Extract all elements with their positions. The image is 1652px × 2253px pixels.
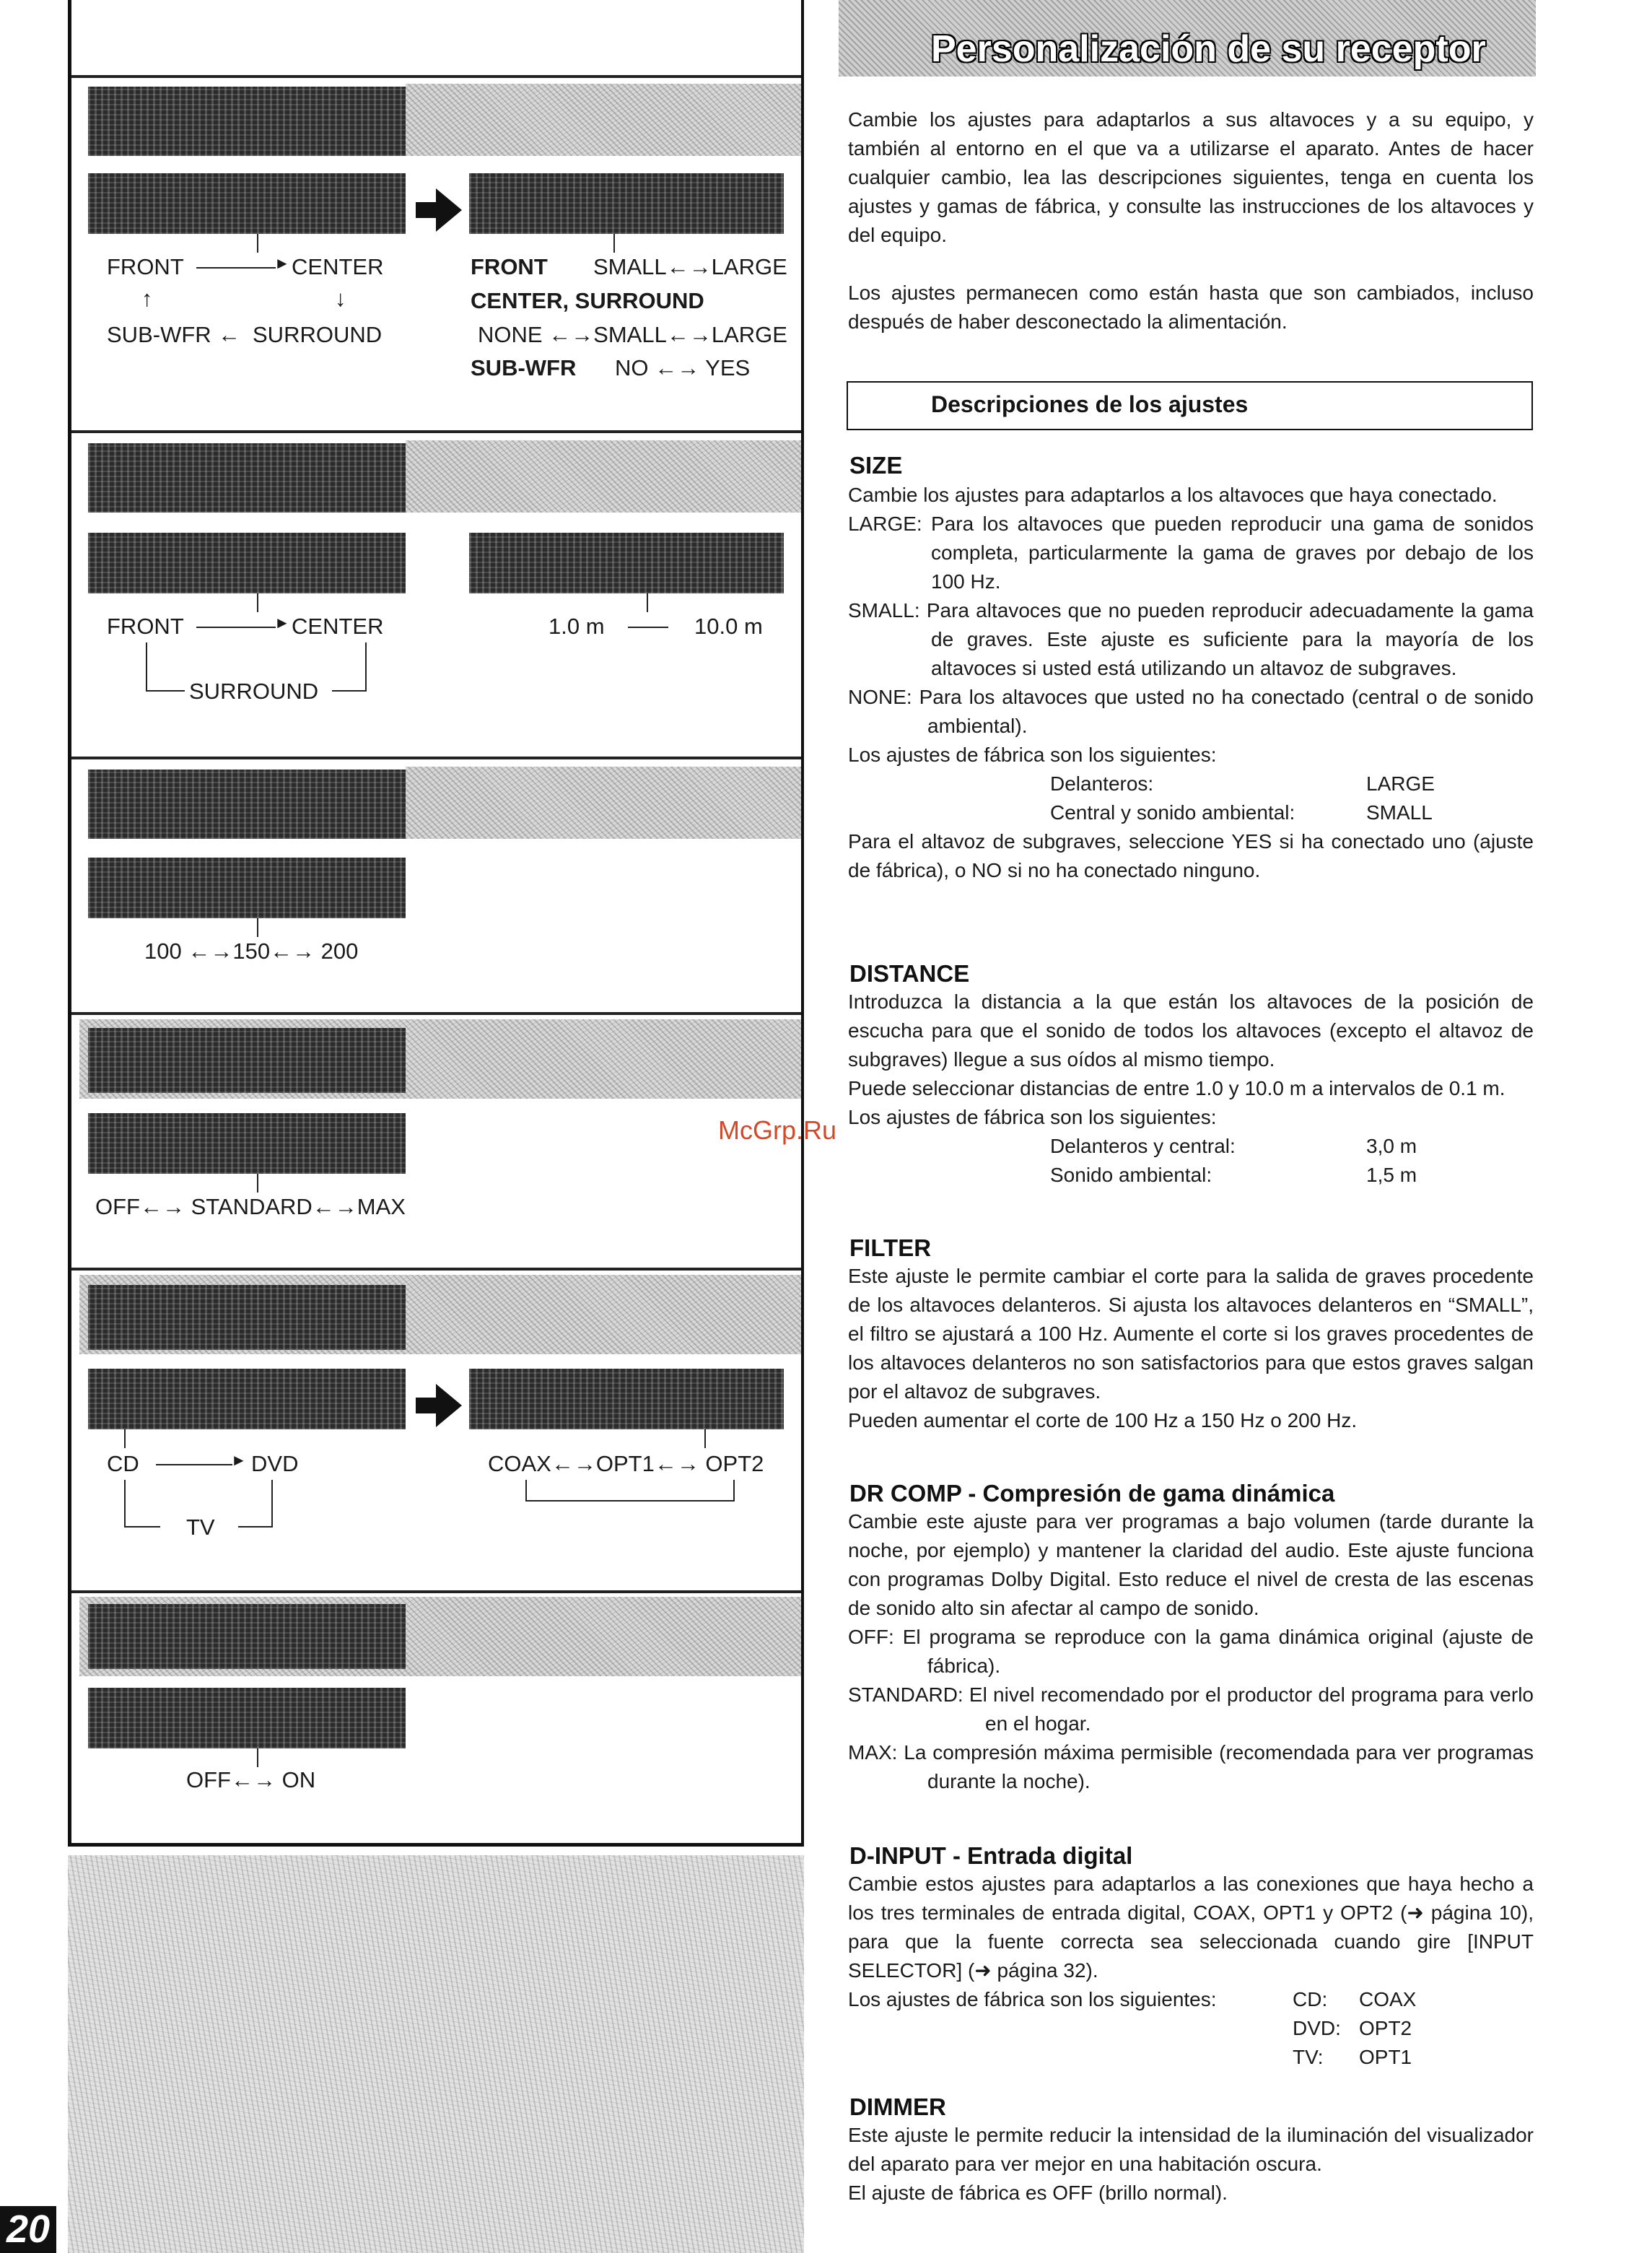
scanned-photo-area — [68, 1855, 804, 2253]
distance-min-label: 1.0 m — [549, 614, 605, 639]
size-none-desc: NONE: Para los altavoces que usted no ha conectado (central o de sonido ambiental). — [848, 686, 1534, 737]
watermark-text: McGrp.Ru — [718, 1115, 837, 1145]
dimmer-paragraph: Este ajuste le permite reducir la intensidad de la iluminación del visualizador del aparato para ver mejor en una habitación oscura. — [848, 2124, 1534, 2175]
filter-paragraph: Pueden aumentar el corte de 100 Hz a 150 Hz o 200 Hz. — [848, 1409, 1358, 1431]
factory-value: OPT1 — [1359, 2046, 1412, 2068]
section-divider — [71, 1268, 801, 1271]
connector-line — [257, 918, 258, 937]
connector-line — [124, 1480, 126, 1528]
arrow-right-icon: ► — [231, 1451, 247, 1469]
connector-line — [124, 1526, 160, 1528]
lcd-display-dinput — [88, 1285, 406, 1350]
size-factory-intro: Los ajustes de fábrica son los siguientes: — [848, 744, 1217, 766]
distance-center-label: CENTER — [292, 614, 384, 639]
dinput-values: COAX←→OPT1←→ OPT2 — [488, 1451, 764, 1476]
range-dash — [628, 627, 668, 628]
factory-label: Delanteros y central: — [1050, 1135, 1236, 1157]
drcomp-off-desc: OFF: El programa se reproduce con la gama dinámica original (ajuste de fábrica). — [848, 1626, 1534, 1677]
dinput-cd-label: CD — [107, 1451, 139, 1476]
size-row4-values: NO ←→ YES — [615, 355, 751, 380]
filter-section — [848, 1262, 1534, 1435]
size-section — [848, 481, 1534, 885]
factory-label: CD: — [1293, 1988, 1328, 2010]
size-row1-label: FRONT — [471, 254, 548, 279]
lcd-display-drcomp — [88, 1028, 406, 1093]
lcd-display-dinput-value — [469, 1369, 784, 1429]
connector-line — [271, 1480, 273, 1528]
factory-row — [848, 798, 1534, 827]
connector-line — [257, 1748, 258, 1767]
connector-line — [525, 1500, 735, 1502]
connector-line — [146, 690, 185, 692]
distance-surround-label: SURROUND — [189, 679, 319, 704]
factory-value: SMALL — [1366, 801, 1433, 824]
size-center-label: CENTER — [292, 254, 384, 279]
drcomp-heading: DR COMP - Compresión de gama dinámica — [849, 1480, 1335, 1507]
factory-row — [848, 2014, 1534, 2043]
scan-noise — [406, 84, 801, 156]
lcd-display-dimmer-value — [88, 1688, 406, 1748]
factory-intro: Los ajustes de fábrica son los siguientes: — [848, 1988, 1217, 2010]
distance-paragraph: Puede seleccionar distancias de entre 1.0 y 10.0 m a intervalos de 0.1 m. — [848, 1077, 1505, 1099]
distance-factory-intro: Los ajustes de fábrica son los siguientes: — [848, 1106, 1217, 1128]
intro-text — [848, 105, 1534, 336]
connector-line — [733, 1480, 735, 1502]
drcomp-paragraph: Cambie este ajuste para ver programas a bajo volumen (tarde durante la noche, por ejemplo) y mantener la claridad del audio. Este ajuste funciona con programas Dolby Digital. Esto reduce el nivel de cresta de las escenas de sonido alto sin afectar al campo de sonido. — [848, 1510, 1534, 1619]
size-intro: Cambie los ajustes para adaptarlos a los altavoces que haya conectado. — [848, 484, 1498, 506]
factory-label: Sonido ambiental: — [1050, 1164, 1212, 1186]
arrow-right-icon: ► — [274, 614, 290, 632]
connector-line — [647, 593, 648, 612]
drcomp-section — [848, 1507, 1534, 1796]
lcd-display-drcomp-value — [88, 1113, 406, 1174]
connector-line — [124, 1429, 126, 1448]
factory-row — [848, 770, 1534, 798]
connector-line — [257, 234, 258, 253]
page-title: Personalización de su receptor — [931, 28, 1486, 70]
factory-label: DVD: — [1293, 2017, 1341, 2039]
intro-paragraph: Los ajustes permanecen como están hasta que son cambiados, incluso después de haber desconectado la alimentación. — [848, 282, 1534, 333]
distance-max-label: 10.0 m — [694, 614, 763, 639]
factory-label: Delanteros: — [1050, 772, 1154, 795]
dinput-section — [848, 1870, 1534, 2072]
lcd-display-filter — [88, 770, 406, 839]
factory-value: LARGE — [1366, 772, 1435, 795]
cycle-arrow-line — [196, 627, 276, 628]
factory-row — [848, 1132, 1534, 1161]
size-heading: SIZE — [849, 452, 903, 479]
lcd-display-filter-value — [88, 858, 406, 918]
factory-row — [848, 2043, 1534, 2072]
factory-label: TV: — [1293, 2046, 1324, 2068]
factory-value: 1,5 m — [1366, 1164, 1417, 1186]
drcomp-max-desc: MAX: La compresión máxima permisible (recomendada para ver programas durante la noche). — [848, 1741, 1534, 1792]
lcd-display-size — [88, 87, 406, 156]
factory-row — [848, 1161, 1534, 1190]
arrow-icon — [416, 1398, 437, 1413]
size-row3-values: NONE ←→SMALL←→LARGE — [478, 322, 787, 347]
arrow-right-icon — [436, 188, 462, 232]
arrow-icon — [416, 202, 437, 218]
lcd-display-distance-value — [469, 533, 784, 593]
factory-value: OPT2 — [1359, 2017, 1412, 2039]
factory-value: 3,0 m — [1366, 1135, 1417, 1157]
connector-line — [257, 593, 258, 612]
filter-heading: FILTER — [849, 1234, 932, 1261]
lcd-display-dinput-source — [88, 1369, 406, 1429]
drcomp-standard-desc: STANDARD: El nivel recomendado por el productor del programa para verlo en el hogar. — [848, 1683, 1534, 1735]
section-divider — [71, 75, 801, 78]
section-divider — [71, 1590, 801, 1593]
dinput-heading: D-INPUT - Entrada digital — [849, 1842, 1133, 1869]
lcd-display-size-speaker — [88, 173, 406, 234]
arrow-up-icon: ↑ — [141, 286, 153, 311]
arrow-left-icon: ← — [218, 322, 240, 347]
connector-line — [365, 642, 367, 692]
distance-section — [848, 988, 1534, 1190]
lcd-display-distance — [88, 443, 406, 513]
lcd-display-distance-speaker — [88, 533, 406, 593]
size-row4-label: SUB-WFR — [471, 355, 577, 380]
size-subwfr-label: SUB-WFR — [107, 322, 211, 347]
arrow-down-icon: ↓ — [335, 286, 346, 311]
lcd-display-dimmer — [88, 1604, 406, 1669]
size-large-desc: LARGE: Para los altavoces que pueden reproducir una gama de sonidos completa, particularmente la gama de graves por debajo de los 100 Hz. — [848, 513, 1534, 593]
size-row1-values: SMALL←→LARGE — [593, 254, 787, 279]
page-number: 20 — [0, 2206, 56, 2253]
factory-value: COAX — [1359, 1988, 1417, 2010]
section-divider — [71, 757, 801, 759]
section-divider — [71, 430, 801, 433]
distance-paragraph: Introduzca la distancia a la que están los altavoces de la posición de escucha para que el sonido de todos los altavoces (excepto el altavoz de subgraves) llegue a sus oídos al mismo tiempo. — [848, 990, 1534, 1071]
size-surround-label: SURROUND — [253, 322, 383, 347]
intro-paragraph: Cambie los ajustes para adaptarlos a sus altavoces y a su equipo, y también al entorno en el que va a utilizarse el aparato. Antes de hacer cualquier cambio, lea las descripciones siguientes, tenga en cuenta los ajustes y gamas de fábrica, y consulte las instrucciones de los altavoces y del equipo. — [848, 108, 1534, 246]
size-small-desc: SMALL: Para altavoces que no pueden reproducir adecuadamente la gama de graves. Este ajuste es suficiente para la mayoría de los altavoces si usted está utilizando un altavoz de subgraves. — [848, 599, 1534, 679]
factory-label: Central y sonido ambiental: — [1050, 801, 1295, 824]
filter-paragraph: Este ajuste le permite cambiar el corte para la salida de graves procedente de los altavoces delanteros. Si ajusta los altavoces delanteros en “SMALL”, el filtro se ajustará a 100 Hz. Aumente el corte si los graves procedentes de los altavoces delanteros no son satisfactorios para que estos graves salgan por el altavoz de subgraves. — [848, 1265, 1534, 1403]
dinput-paragraph: Cambie estos ajustes para adaptarlos a las conexiones que haya hecho a los tres terminales de entrada digital, COAX, OPT1 y OPT2 (➜ página 10), para que la fuente correcta sea seleccionada cuando gire [INPUT SELECTOR] (➜ página 32). — [848, 1873, 1534, 1982]
connector-line — [525, 1480, 527, 1502]
dimmer-paragraph: El ajuste de fábrica es OFF (brillo normal). — [848, 2182, 1228, 2204]
dimmer-section — [848, 2121, 1534, 2208]
size-front-label: FRONT — [107, 254, 184, 279]
connector-line — [704, 1429, 706, 1448]
scan-noise — [406, 767, 801, 839]
connector-line — [613, 234, 615, 253]
connector-line — [332, 690, 367, 692]
factory-row — [848, 1985, 1534, 2014]
connector-line — [238, 1526, 273, 1528]
lcd-display-size-value — [469, 173, 784, 234]
drcomp-values: OFF←→ STANDARD←→MAX — [95, 1194, 406, 1219]
cycle-arrow-line — [156, 1464, 232, 1465]
dimmer-values: OFF←→ ON — [186, 1767, 316, 1792]
descriptions-title: Descripciones de los ajustes — [931, 391, 1249, 417]
section-divider — [71, 1012, 801, 1015]
size-subwoofer-note: Para el altavoz de subgraves, seleccione YES si ha conectado uno (ajuste de fábrica), o NO si no ha conectado ninguno. — [848, 830, 1534, 881]
distance-front-label: FRONT — [107, 614, 184, 639]
arrow-right-icon: ► — [274, 254, 290, 272]
distance-heading: DISTANCE — [849, 960, 970, 987]
dinput-dvd-label: DVD — [251, 1451, 299, 1476]
arrow-right-icon — [436, 1384, 462, 1427]
scan-noise — [406, 440, 801, 513]
filter-values: 100 ←→150←→ 200 — [144, 938, 359, 964]
size-row2-label: CENTER, SURROUND — [471, 288, 704, 313]
dinput-tv-label: TV — [186, 1515, 215, 1540]
connector-line — [146, 642, 147, 692]
dimmer-heading: DIMMER — [849, 2093, 946, 2120]
cycle-arrow-line — [196, 267, 276, 269]
connector-line — [257, 1174, 258, 1193]
